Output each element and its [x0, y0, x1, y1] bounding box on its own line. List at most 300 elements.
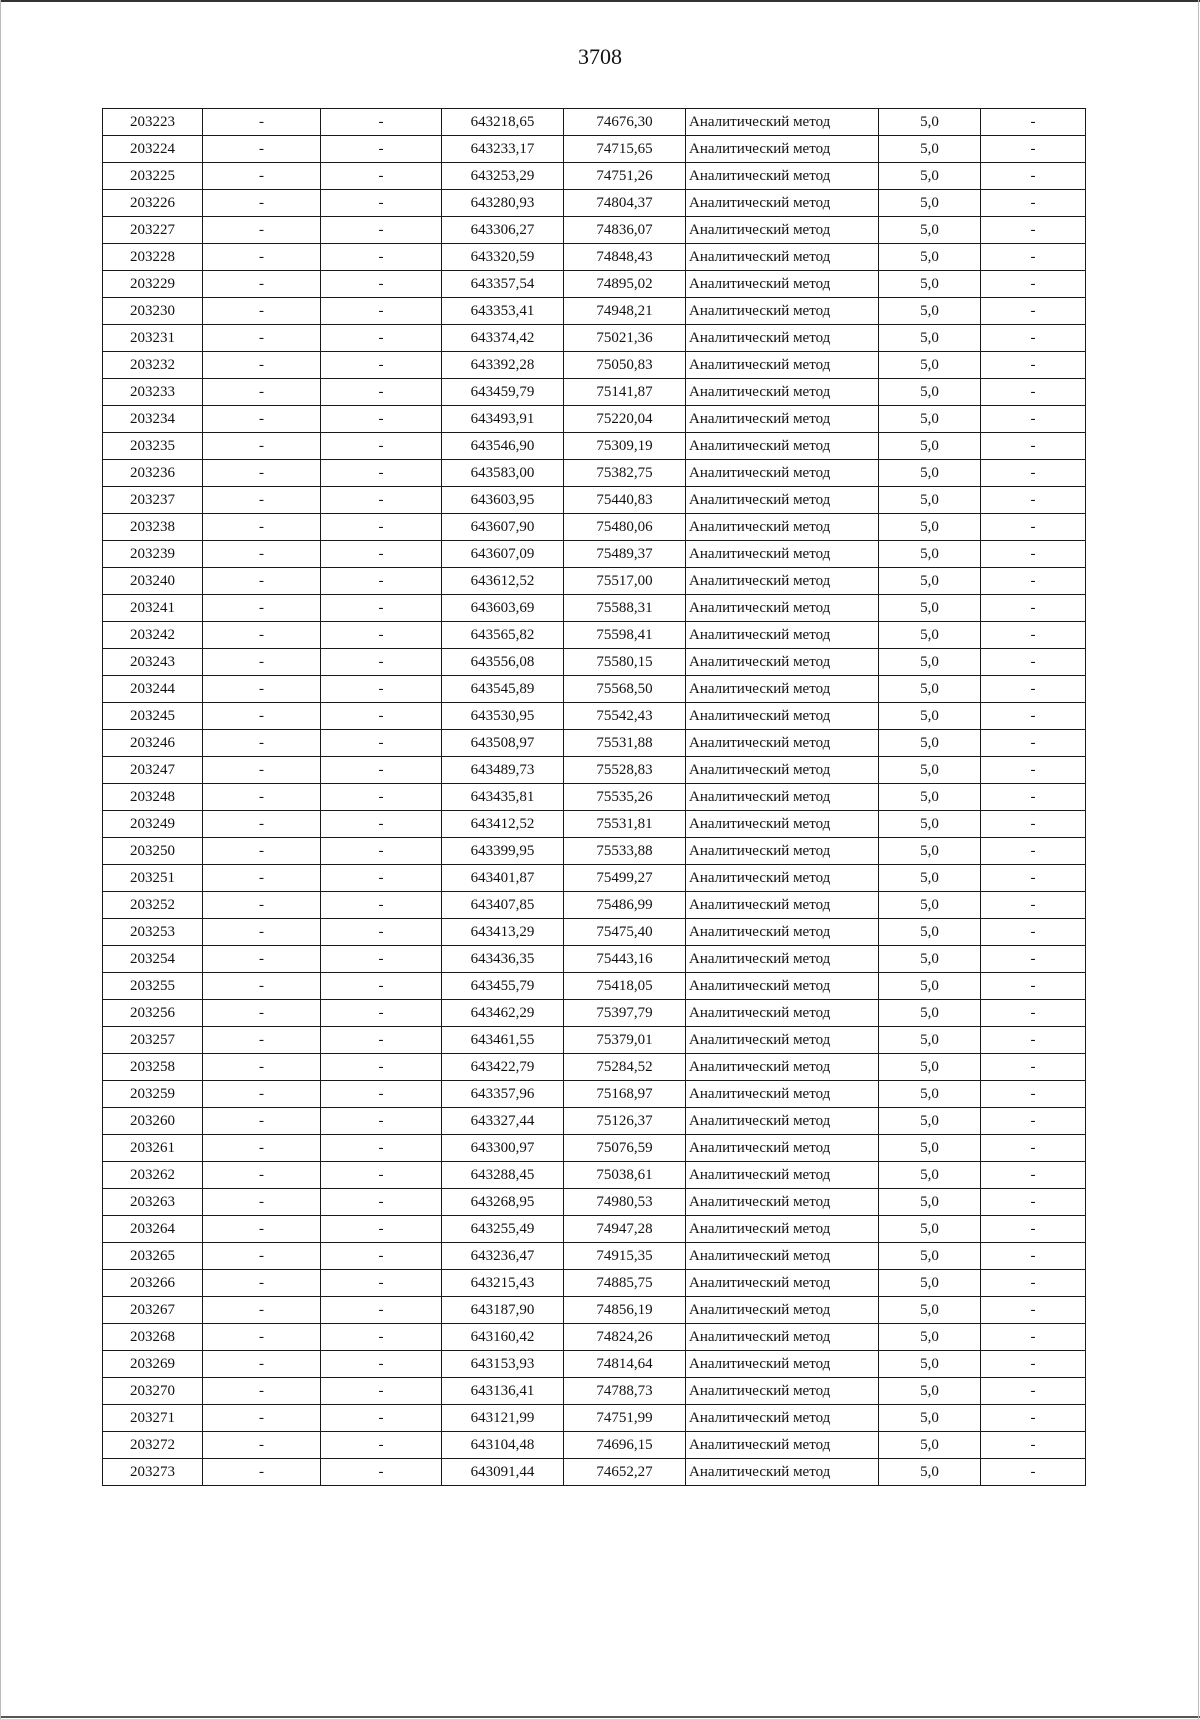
dash-cell: - — [321, 1351, 442, 1378]
point-id-cell: 203249 — [103, 811, 203, 838]
point-id-cell: 203250 — [103, 838, 203, 865]
dash-cell: - — [203, 946, 321, 973]
table-row — [103, 1027, 1086, 1054]
table-row — [103, 1297, 1086, 1324]
method-cell: Аналитический метод — [686, 406, 879, 433]
dash-cell: - — [321, 757, 442, 784]
method-cell: Аналитический метод — [686, 811, 879, 838]
point-id-cell: 203229 — [103, 271, 203, 298]
dash-cell: - — [203, 838, 321, 865]
point-id-cell: 203251 — [103, 865, 203, 892]
table-row — [103, 271, 1086, 298]
x-coordinate-cell: 643300,97 — [442, 1135, 564, 1162]
table-row — [103, 1162, 1086, 1189]
dash-cell: - — [203, 352, 321, 379]
point-id-cell: 203266 — [103, 1270, 203, 1297]
method-cell: Аналитический метод — [686, 190, 879, 217]
dash-cell: - — [321, 217, 442, 244]
point-id-cell: 203252 — [103, 892, 203, 919]
x-coordinate-cell: 643121,99 — [442, 1405, 564, 1432]
accuracy-cell: 5,0 — [879, 244, 981, 271]
y-coordinate-cell: 75580,15 — [564, 649, 686, 676]
x-coordinate-cell: 643236,47 — [442, 1243, 564, 1270]
dash-cell: - — [981, 271, 1086, 298]
method-cell: Аналитический метод — [686, 1351, 879, 1378]
y-coordinate-cell: 75126,37 — [564, 1108, 686, 1135]
dash-cell: - — [981, 136, 1086, 163]
y-coordinate-cell: 74895,02 — [564, 271, 686, 298]
y-coordinate-cell: 74804,37 — [564, 190, 686, 217]
method-cell: Аналитический метод — [686, 1081, 879, 1108]
dash-cell: - — [981, 406, 1086, 433]
table-row — [103, 757, 1086, 784]
point-id-cell: 203243 — [103, 649, 203, 676]
dash-cell: - — [981, 1054, 1086, 1081]
x-coordinate-cell: 643306,27 — [442, 217, 564, 244]
dash-cell: - — [203, 784, 321, 811]
method-cell: Аналитический метод — [686, 1135, 879, 1162]
y-coordinate-cell: 74814,64 — [564, 1351, 686, 1378]
dash-cell: - — [203, 757, 321, 784]
method-cell: Аналитический метод — [686, 1162, 879, 1189]
point-id-cell: 203228 — [103, 244, 203, 271]
dash-cell: - — [203, 865, 321, 892]
dash-cell: - — [203, 514, 321, 541]
x-coordinate-cell: 643545,89 — [442, 676, 564, 703]
accuracy-cell: 5,0 — [879, 217, 981, 244]
table-row — [103, 784, 1086, 811]
dash-cell: - — [203, 1378, 321, 1405]
x-coordinate-cell: 643353,41 — [442, 298, 564, 325]
dash-cell: - — [321, 946, 442, 973]
accuracy-cell: 5,0 — [879, 1081, 981, 1108]
accuracy-cell: 5,0 — [879, 1324, 981, 1351]
dash-cell: - — [321, 352, 442, 379]
accuracy-cell: 5,0 — [879, 109, 981, 136]
table-row — [103, 892, 1086, 919]
dash-cell: - — [203, 1324, 321, 1351]
x-coordinate-cell: 643218,65 — [442, 109, 564, 136]
dash-cell: - — [203, 568, 321, 595]
method-cell: Аналитический метод — [686, 379, 879, 406]
accuracy-cell: 5,0 — [879, 811, 981, 838]
method-cell: Аналитический метод — [686, 865, 879, 892]
dash-cell: - — [203, 1459, 321, 1486]
x-coordinate-cell: 643461,55 — [442, 1027, 564, 1054]
point-id-cell: 203248 — [103, 784, 203, 811]
dash-cell: - — [321, 1270, 442, 1297]
method-cell: Аналитический метод — [686, 1297, 879, 1324]
dash-cell: - — [981, 379, 1086, 406]
y-coordinate-cell: 74915,35 — [564, 1243, 686, 1270]
table-row — [103, 1324, 1086, 1351]
dash-cell: - — [981, 1378, 1086, 1405]
dash-cell: - — [203, 1297, 321, 1324]
method-cell: Аналитический метод — [686, 649, 879, 676]
y-coordinate-cell: 75440,83 — [564, 487, 686, 514]
accuracy-cell: 5,0 — [879, 406, 981, 433]
y-coordinate-cell: 75568,50 — [564, 676, 686, 703]
dash-cell: - — [203, 892, 321, 919]
method-cell: Аналитический метод — [686, 1000, 879, 1027]
dash-cell: - — [981, 1162, 1086, 1189]
accuracy-cell: 5,0 — [879, 163, 981, 190]
table-row — [103, 973, 1086, 1000]
x-coordinate-cell: 643320,59 — [442, 244, 564, 271]
accuracy-cell: 5,0 — [879, 649, 981, 676]
table-row — [103, 298, 1086, 325]
dash-cell: - — [203, 109, 321, 136]
accuracy-cell: 5,0 — [879, 1135, 981, 1162]
point-id-cell: 203237 — [103, 487, 203, 514]
dash-cell: - — [203, 298, 321, 325]
method-cell: Аналитический метод — [686, 433, 879, 460]
point-id-cell: 203230 — [103, 298, 203, 325]
method-cell: Аналитический метод — [686, 541, 879, 568]
dash-cell: - — [981, 163, 1086, 190]
table-row — [103, 946, 1086, 973]
x-coordinate-cell: 643412,52 — [442, 811, 564, 838]
x-coordinate-cell: 643413,29 — [442, 919, 564, 946]
dash-cell: - — [203, 1135, 321, 1162]
point-id-cell: 203225 — [103, 163, 203, 190]
dash-cell: - — [203, 271, 321, 298]
x-coordinate-cell: 643459,79 — [442, 379, 564, 406]
accuracy-cell: 5,0 — [879, 433, 981, 460]
dash-cell: - — [981, 784, 1086, 811]
dash-cell: - — [981, 460, 1086, 487]
y-coordinate-cell: 74856,19 — [564, 1297, 686, 1324]
accuracy-cell: 5,0 — [879, 190, 981, 217]
dash-cell: - — [981, 730, 1086, 757]
x-coordinate-cell: 643603,69 — [442, 595, 564, 622]
dash-cell: - — [981, 1432, 1086, 1459]
x-coordinate-cell: 643255,49 — [442, 1216, 564, 1243]
dash-cell: - — [981, 622, 1086, 649]
accuracy-cell: 5,0 — [879, 1054, 981, 1081]
x-coordinate-cell: 643407,85 — [442, 892, 564, 919]
dash-cell: - — [321, 1378, 442, 1405]
x-coordinate-cell: 643607,90 — [442, 514, 564, 541]
x-coordinate-cell: 643422,79 — [442, 1054, 564, 1081]
x-coordinate-cell: 643583,00 — [442, 460, 564, 487]
table-row — [103, 622, 1086, 649]
x-coordinate-cell: 643603,95 — [442, 487, 564, 514]
dash-cell: - — [321, 1000, 442, 1027]
dash-cell: - — [203, 676, 321, 703]
x-coordinate-cell: 643462,29 — [442, 1000, 564, 1027]
table-row — [103, 325, 1086, 352]
x-coordinate-cell: 643392,28 — [442, 352, 564, 379]
dash-cell: - — [981, 1243, 1086, 1270]
y-coordinate-cell: 75038,61 — [564, 1162, 686, 1189]
dash-cell: - — [203, 1405, 321, 1432]
accuracy-cell: 5,0 — [879, 1378, 981, 1405]
accuracy-cell: 5,0 — [879, 946, 981, 973]
dash-cell: - — [321, 190, 442, 217]
table-row — [103, 1243, 1086, 1270]
dash-cell: - — [981, 1108, 1086, 1135]
x-coordinate-cell: 643612,52 — [442, 568, 564, 595]
dash-cell: - — [981, 1189, 1086, 1216]
table-row — [103, 217, 1086, 244]
dash-cell: - — [203, 1054, 321, 1081]
method-cell: Аналитический метод — [686, 568, 879, 595]
accuracy-cell: 5,0 — [879, 460, 981, 487]
dash-cell: - — [321, 487, 442, 514]
point-id-cell: 203233 — [103, 379, 203, 406]
point-id-cell: 203262 — [103, 1162, 203, 1189]
method-cell: Аналитический метод — [686, 703, 879, 730]
point-id-cell: 203235 — [103, 433, 203, 460]
dash-cell: - — [321, 838, 442, 865]
y-coordinate-cell: 75220,04 — [564, 406, 686, 433]
dash-cell: - — [203, 1351, 321, 1378]
method-cell: Аналитический метод — [686, 244, 879, 271]
dash-cell: - — [981, 973, 1086, 1000]
dash-cell: - — [203, 541, 321, 568]
table-row — [103, 1216, 1086, 1243]
dash-cell: - — [203, 1000, 321, 1027]
dash-cell: - — [203, 190, 321, 217]
dash-cell: - — [203, 1027, 321, 1054]
table-row — [103, 514, 1086, 541]
dash-cell: - — [321, 1459, 442, 1486]
x-coordinate-cell: 643253,29 — [442, 163, 564, 190]
dash-cell: - — [321, 1027, 442, 1054]
y-coordinate-cell: 75598,41 — [564, 622, 686, 649]
dash-cell: - — [321, 514, 442, 541]
dash-cell: - — [321, 730, 442, 757]
accuracy-cell: 5,0 — [879, 757, 981, 784]
dash-cell: - — [203, 136, 321, 163]
dash-cell: - — [203, 1081, 321, 1108]
dash-cell: - — [203, 217, 321, 244]
point-id-cell: 203240 — [103, 568, 203, 595]
y-coordinate-cell: 74980,53 — [564, 1189, 686, 1216]
accuracy-cell: 5,0 — [879, 325, 981, 352]
x-coordinate-cell: 643215,43 — [442, 1270, 564, 1297]
dash-cell: - — [981, 487, 1086, 514]
dash-cell: - — [981, 1297, 1086, 1324]
table-row — [103, 1432, 1086, 1459]
point-id-cell: 203244 — [103, 676, 203, 703]
point-id-cell: 203234 — [103, 406, 203, 433]
point-id-cell: 203227 — [103, 217, 203, 244]
x-coordinate-cell: 643357,96 — [442, 1081, 564, 1108]
y-coordinate-cell: 75533,88 — [564, 838, 686, 865]
dash-cell: - — [981, 676, 1086, 703]
y-coordinate-cell: 75528,83 — [564, 757, 686, 784]
method-cell: Аналитический метод — [686, 676, 879, 703]
accuracy-cell: 5,0 — [879, 487, 981, 514]
dash-cell: - — [321, 109, 442, 136]
dash-cell: - — [981, 1216, 1086, 1243]
accuracy-cell: 5,0 — [879, 1000, 981, 1027]
dash-cell: - — [321, 433, 442, 460]
dash-cell: - — [321, 649, 442, 676]
point-id-cell: 203273 — [103, 1459, 203, 1486]
dash-cell: - — [321, 676, 442, 703]
dash-cell: - — [321, 703, 442, 730]
x-coordinate-cell: 643401,87 — [442, 865, 564, 892]
dash-cell: - — [321, 244, 442, 271]
accuracy-cell: 5,0 — [879, 973, 981, 1000]
x-coordinate-cell: 643136,41 — [442, 1378, 564, 1405]
y-coordinate-cell: 74948,21 — [564, 298, 686, 325]
method-cell: Аналитический метод — [686, 1189, 879, 1216]
dash-cell: - — [321, 379, 442, 406]
accuracy-cell: 5,0 — [879, 1432, 981, 1459]
x-coordinate-cell: 643153,93 — [442, 1351, 564, 1378]
page-left-edge — [0, 0, 1, 1719]
dash-cell: - — [981, 244, 1086, 271]
y-coordinate-cell: 75531,81 — [564, 811, 686, 838]
y-coordinate-cell: 74751,26 — [564, 163, 686, 190]
dash-cell: - — [321, 1108, 442, 1135]
dash-cell: - — [203, 460, 321, 487]
y-coordinate-cell: 75309,19 — [564, 433, 686, 460]
y-coordinate-cell: 74885,75 — [564, 1270, 686, 1297]
dash-cell: - — [321, 1405, 442, 1432]
y-coordinate-cell: 74676,30 — [564, 109, 686, 136]
dash-cell: - — [203, 919, 321, 946]
point-id-cell: 203270 — [103, 1378, 203, 1405]
table-row — [103, 109, 1086, 136]
table-row — [103, 1459, 1086, 1486]
dash-cell: - — [203, 379, 321, 406]
table-row — [103, 379, 1086, 406]
y-coordinate-cell: 75475,40 — [564, 919, 686, 946]
x-coordinate-cell: 643288,45 — [442, 1162, 564, 1189]
x-coordinate-cell: 643607,09 — [442, 541, 564, 568]
table-row — [103, 811, 1086, 838]
accuracy-cell: 5,0 — [879, 1189, 981, 1216]
dash-cell: - — [321, 1243, 442, 1270]
y-coordinate-cell: 75050,83 — [564, 352, 686, 379]
table-row — [103, 1054, 1086, 1081]
dash-cell: - — [981, 703, 1086, 730]
y-coordinate-cell: 75542,43 — [564, 703, 686, 730]
dash-cell: - — [981, 757, 1086, 784]
x-coordinate-cell: 643091,44 — [442, 1459, 564, 1486]
dash-cell: - — [203, 325, 321, 352]
x-coordinate-cell: 643546,90 — [442, 433, 564, 460]
method-cell: Аналитический метод — [686, 1270, 879, 1297]
y-coordinate-cell: 75021,36 — [564, 325, 686, 352]
dash-cell: - — [981, 595, 1086, 622]
dash-cell: - — [981, 568, 1086, 595]
accuracy-cell: 5,0 — [879, 1459, 981, 1486]
x-coordinate-cell: 643374,42 — [442, 325, 564, 352]
x-coordinate-cell: 643556,08 — [442, 649, 564, 676]
dash-cell: - — [321, 298, 442, 325]
y-coordinate-cell: 75397,79 — [564, 1000, 686, 1027]
table-row — [103, 1000, 1086, 1027]
y-coordinate-cell: 75284,52 — [564, 1054, 686, 1081]
y-coordinate-cell: 74715,65 — [564, 136, 686, 163]
dash-cell: - — [203, 433, 321, 460]
method-cell: Аналитический метод — [686, 1432, 879, 1459]
page-number: 3708 — [578, 44, 622, 69]
dash-cell: - — [981, 352, 1086, 379]
x-coordinate-cell: 643280,93 — [442, 190, 564, 217]
dash-cell: - — [981, 865, 1086, 892]
y-coordinate-cell: 74751,99 — [564, 1405, 686, 1432]
accuracy-cell: 5,0 — [879, 1216, 981, 1243]
method-cell: Аналитический метод — [686, 730, 879, 757]
method-cell: Аналитический метод — [686, 136, 879, 163]
dash-cell: - — [203, 973, 321, 1000]
dash-cell: - — [203, 649, 321, 676]
dash-cell: - — [981, 1351, 1086, 1378]
table-row — [103, 190, 1086, 217]
dash-cell: - — [321, 892, 442, 919]
table-row — [103, 730, 1086, 757]
dash-cell: - — [203, 1108, 321, 1135]
accuracy-cell: 5,0 — [879, 136, 981, 163]
dash-cell: - — [981, 1270, 1086, 1297]
table-row — [103, 676, 1086, 703]
accuracy-cell: 5,0 — [879, 703, 981, 730]
dash-cell: - — [981, 1135, 1086, 1162]
y-coordinate-cell: 75443,16 — [564, 946, 686, 973]
x-coordinate-cell: 643436,35 — [442, 946, 564, 973]
accuracy-cell: 5,0 — [879, 1162, 981, 1189]
x-coordinate-cell: 643399,95 — [442, 838, 564, 865]
method-cell: Аналитический метод — [686, 325, 879, 352]
point-id-cell: 203231 — [103, 325, 203, 352]
table-row — [103, 1081, 1086, 1108]
method-cell: Аналитический метод — [686, 892, 879, 919]
method-cell: Аналитический метод — [686, 973, 879, 1000]
table-row — [103, 460, 1086, 487]
dash-cell: - — [203, 622, 321, 649]
dash-cell: - — [981, 325, 1086, 352]
y-coordinate-cell: 75379,01 — [564, 1027, 686, 1054]
method-cell: Аналитический метод — [686, 1459, 879, 1486]
accuracy-cell: 5,0 — [879, 730, 981, 757]
dash-cell: - — [203, 1216, 321, 1243]
accuracy-cell: 5,0 — [879, 1351, 981, 1378]
dash-cell: - — [321, 622, 442, 649]
dash-cell: - — [321, 568, 442, 595]
accuracy-cell: 5,0 — [879, 1243, 981, 1270]
table-row — [103, 919, 1086, 946]
method-cell: Аналитический метод — [686, 1243, 879, 1270]
y-coordinate-cell: 75141,87 — [564, 379, 686, 406]
y-coordinate-cell: 75499,27 — [564, 865, 686, 892]
dash-cell: - — [321, 271, 442, 298]
method-cell: Аналитический метод — [686, 784, 879, 811]
dash-cell: - — [203, 163, 321, 190]
point-id-cell: 203246 — [103, 730, 203, 757]
y-coordinate-cell: 75588,31 — [564, 595, 686, 622]
table-row — [103, 649, 1086, 676]
accuracy-cell: 5,0 — [879, 622, 981, 649]
point-id-cell: 203269 — [103, 1351, 203, 1378]
method-cell: Аналитический метод — [686, 1054, 879, 1081]
dash-cell: - — [321, 784, 442, 811]
accuracy-cell: 5,0 — [879, 892, 981, 919]
dash-cell: - — [203, 703, 321, 730]
point-id-cell: 203247 — [103, 757, 203, 784]
dash-cell: - — [321, 163, 442, 190]
page-bottom-edge — [0, 1716, 1200, 1718]
x-coordinate-cell: 643455,79 — [442, 973, 564, 1000]
method-cell: Аналитический метод — [686, 1405, 879, 1432]
point-id-cell: 203241 — [103, 595, 203, 622]
